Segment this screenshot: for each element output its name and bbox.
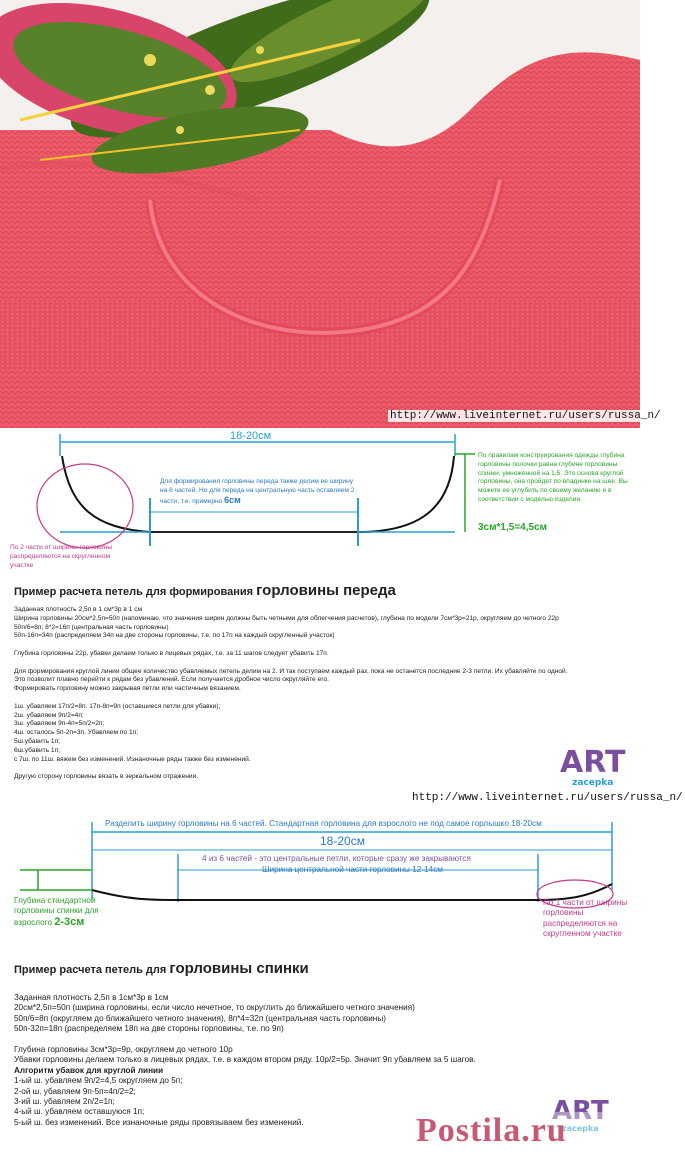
postila-logo: Postila.ru: [416, 1112, 631, 1156]
text-line: 3ш. убавляем 9п-4п=5п/2=2п;: [14, 720, 105, 728]
text-line: 50п-16п=34п (распределяем 34п на две стороны горловины, т.е. по 17п на каждый скругленный участок): [14, 632, 335, 640]
knit-photo: [0, 0, 661, 428]
front-lines: [14, 606, 634, 782]
text-line: 2ш. убавляем 9п/2=4п;: [14, 711, 84, 719]
front-side-note: По 2 части от ширины горловины распределяются на скругленном участке: [10, 544, 113, 569]
text-line: [14, 659, 634, 668]
front-neck-diagram: [0, 428, 640, 578]
knit-neckline-photo: [0, 0, 640, 428]
back-neck-diagram: [0, 812, 640, 952]
text-line: 50п/6=8п (округляем до ближайшего четного значения), 8п*4=32п (центральная часть горловины): [14, 1013, 386, 1023]
watermark-url: http://www.liveinternet.ru/users/russa_n/: [390, 410, 661, 422]
text-line: Другую сторону горловины вязать в зеркальном отражении.: [14, 773, 199, 781]
text-line: Это позволит плавно перейти к рядам без убавлений. Если получается дробное число округляйте его.: [14, 676, 329, 684]
text-line: Глубина горловины 22р, убавки делаем только в лицевых рядах, т.е. за 11 шагов следует убавить 17п.: [14, 649, 329, 657]
algo-step: 5-ый ш. без изменений. Все изнаночные ряды провязываем без изменений.: [14, 1117, 304, 1127]
text-line: Для формирования круглой линии общее количество убавляемых петель делим на 2. И так поступаем каждый раз, пока не останется последние 2-3 петли. Их убавляйте по одной.: [14, 667, 568, 675]
back-depth-note: Глубина стандартной горловины спинки для взрослого 2-3см: [14, 896, 99, 928]
text-line: с 7ш. по 11ш. вяжем без изменений. Изнаночные ряды также без изменений.: [14, 755, 251, 763]
text-line: [14, 641, 634, 650]
art-zacepka-logo: ART zacepka: [560, 745, 626, 788]
text-line: Формировать горловину можно закрывая петли или частичным вязанием.: [14, 685, 241, 693]
text-line: Заданная плотность 2,5п в 1см*3р в 1см: [14, 993, 169, 1002]
text-line: 50п-32п=18п (распределяем 18п на две стороны горловины, т.е. по 9п): [14, 1024, 284, 1034]
algo-title: Алгоритм убавок для круглой линии: [14, 1065, 164, 1075]
text-line: Убавки горловины делаем только в лицевых рядах, т.е. в каждом втором ряду. 10р/2=5р. Значит 9п убавляем за 5 шагов.: [14, 1055, 476, 1065]
text-line: 4ш. осталось 5п-2п=3п. Убавляем по 1п;: [14, 729, 139, 737]
back-calc-section: [14, 960, 634, 1128]
text-line: 20см*2,5п=50п (ширина горловины, если число нечетное, то округлить до ближайшего четного значения): [14, 1003, 415, 1013]
algo-step: 3-ий ш. убавляем 2п/2=1п;: [14, 1097, 115, 1107]
back-title: Пример расчета петель для горловины спинки: [14, 960, 309, 977]
text-line: 6ш.убавить 1п;: [14, 746, 60, 754]
back-center-sub: Ширина центральной части горловины 12-14см: [262, 865, 443, 874]
front-calc-section: [14, 582, 634, 782]
back-width-label: 18-20см: [320, 834, 365, 848]
text-line: [14, 1035, 634, 1045]
algo-step: 4-ый ш. убавляем оставшуюся 1п;: [14, 1107, 145, 1117]
back-center-note: 4 из 6 частей - это центральные петли, которые сразу же закрываются: [202, 854, 471, 863]
back-side-note: По 1 части от ширины горловины распределяются на скругленном участке: [543, 898, 628, 939]
text-line: 5ш.убавить 1п;: [14, 737, 60, 745]
text-line: [14, 694, 634, 703]
algo-step: 1-ый ш. убавляем 9п/2=4,5 округляем до 5п;: [14, 1076, 183, 1086]
back-top-note: Разделить ширину горловины на 6 частей. Стандартная горловина для взрослого не под самое горлышко 18-20см: [105, 819, 542, 828]
watermark-url-2: http://www.liveinternet.ru/users/russa_n/: [412, 792, 683, 804]
text-line: Заданная плотность 2,5п в 1 см*3р в 1 см: [14, 606, 143, 613]
front-width-label: 18-20см: [230, 430, 272, 442]
text-line: [14, 764, 634, 773]
text-line: Глубина горловины 3см*3р=9р, округляем до четного 10р: [14, 1045, 233, 1055]
text-line: 50п/6=8п; 8*2=16п (центральная часть горловины): [14, 623, 169, 631]
art-zacepka-logo-2: ART zacepka: [552, 1096, 609, 1133]
front-depth-formula: 3см*1,5=4,5см: [478, 522, 548, 533]
text-line: 1ш. убавляем 17п/2=8п. 17п-8п=9п (оставшиеся петли для убавки);: [14, 702, 221, 710]
front-depth-note: По правилам конструирования одежды глубина горловины полочки равна глубине горловины спинки, умноженной на 1,5. Это основа круглой горловины, она пройдет по впадинке на шее. Вы можете ее углубить по своему желанию и в соответствии с моделью изделия.: [478, 452, 628, 503]
back-lines: [14, 993, 634, 1128]
algo-step: 2-ой ш. убавляем 9п-5п=4п/2=2;: [14, 1086, 136, 1096]
text-line: Ширина горловины 20см*2,5п=50п (напоминаю, что значения ширин должны быть четными для облегчения расчетов), глубина по модели 7см*3р=21р, округляем до четного 22р: [14, 614, 559, 622]
front-center-note: Для формирования горловины переда также делим ее ширину на 6 частей. Но для переда на центральную часть оставляем 2 части, т.е. примерно 6см: [160, 478, 355, 505]
front-title: Пример расчета петель для формирования горловины переда: [14, 582, 396, 599]
